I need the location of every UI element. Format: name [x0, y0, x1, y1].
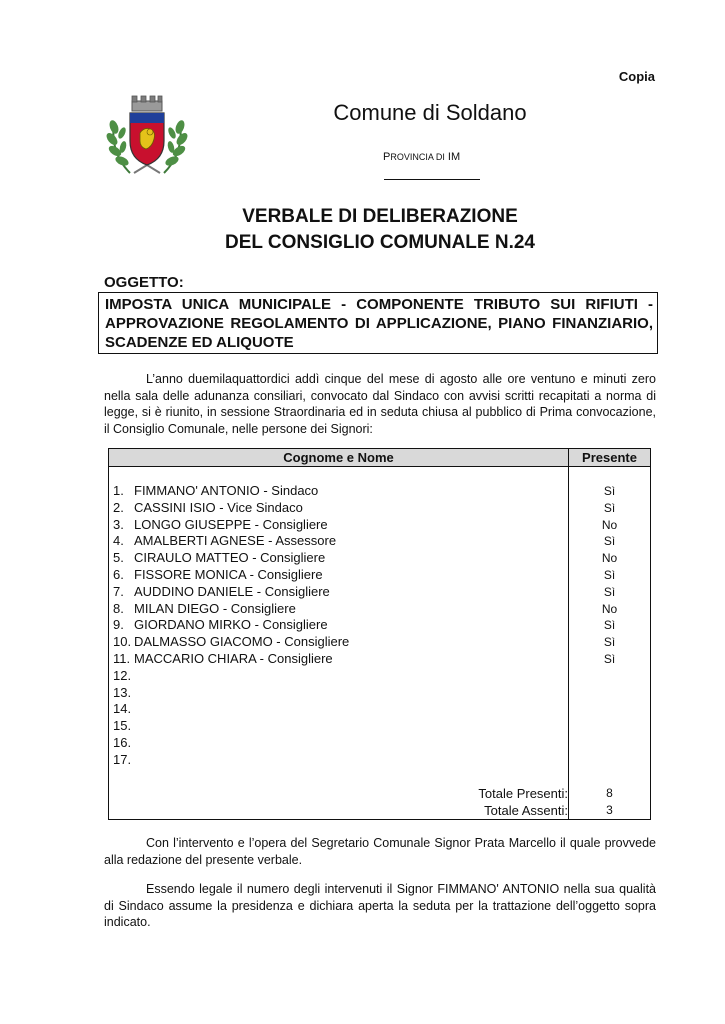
column-header-name: Cognome e Nome — [109, 449, 568, 466]
row-number: 3. — [113, 516, 124, 532]
table-row — [113, 567, 563, 584]
document-title-line1: VERBALE DI DELIBERAZIONE — [242, 206, 518, 227]
row-number: 17. — [113, 751, 132, 767]
table-row — [113, 483, 563, 500]
presence-value — [569, 752, 650, 769]
presence-value: No — [601, 551, 618, 566]
subject-label: OGGETTO: — [104, 274, 184, 291]
total-absent-value: 3 — [606, 803, 613, 817]
subject-box: IMPOSTA UNICA MUNICIPALE - COMPONENTE TRIBUTO SUI RIFIUTI - APPROVAZIONE REGOLAMENTO DI APPLICAZIONE, PIANO FINANZIARIO, SCADENZE ED ALIQUOTE — [98, 292, 658, 354]
table-row — [113, 617, 563, 634]
province-underline — [384, 179, 480, 180]
presence-value — [569, 735, 650, 752]
member-name: CASSINI ISIO - Vice Sindaco — [134, 499, 303, 515]
table-row — [113, 533, 563, 550]
attendance-names — [113, 483, 563, 769]
presence-value: No — [601, 601, 618, 616]
presence-value: Sì — [603, 500, 616, 515]
document-title — [100, 204, 660, 256]
table-row — [113, 601, 563, 618]
member-name: LONGO GIUSEPPE - Consigliere — [134, 516, 328, 532]
presence-value: Sì — [603, 618, 616, 633]
table-row — [113, 584, 563, 601]
table-row — [113, 685, 563, 702]
province-prefix: P — [383, 151, 391, 163]
table-row — [113, 634, 563, 651]
row-number: 4. — [113, 533, 124, 549]
row-number: 11. — [113, 650, 131, 666]
row-number: 5. — [113, 550, 124, 566]
closing-paragraph: Essendo legale il numero degli intervenuti il Signor FIMMANO' ANTONIO nella sua qualità di Sindaco assume la presidenza e dichiara aperta la seduta per la trattazione dell’oggetto sopra indicato. — [104, 882, 656, 929]
row-number: 7. — [113, 583, 124, 599]
header-divider — [108, 466, 651, 467]
column-header-present: Presente — [569, 449, 650, 466]
member-name: CIRAULO MATTEO - Consigliere — [134, 550, 326, 566]
table-row — [113, 735, 563, 752]
copy-label: Copia — [618, 69, 655, 84]
municipality-name: Comune di Soldano — [333, 100, 527, 125]
row-number: 6. — [113, 566, 124, 582]
member-name: FIMMANO' ANTONIO - Sindaco — [134, 483, 319, 498]
intro-paragraph: L’anno duemilaquattordici addì cinque del mese di agosto alle ore ventuno e minuti zero nella sala delle adunanza consiliari, convocato dal Sindaco con avvisi scritti recapitati a norma di legge, si è riunito, in sessione Straordinaria ed in seduta chiusa al pubblico di Prima convocazione, il Consiglio Comunale, nelle persone dei Signori: — [104, 372, 656, 436]
table-row — [113, 517, 563, 534]
province-line — [383, 151, 460, 163]
presence-value — [569, 701, 650, 718]
table-row — [113, 651, 563, 668]
presence-value: No — [601, 517, 618, 532]
row-number: 14. — [113, 701, 132, 717]
presence-value: Sì — [603, 635, 616, 650]
row-number: 12. — [113, 667, 132, 683]
attendance-presence — [569, 483, 650, 769]
member-name: MILAN DIEGO - Consigliere — [134, 600, 296, 616]
row-number: 1. — [113, 483, 124, 498]
total-present-label: Totale Presenti: — [478, 786, 568, 801]
presence-value: Sì — [603, 584, 616, 599]
presence-value: Sì — [603, 567, 616, 582]
table-row — [113, 550, 563, 567]
table-row — [113, 752, 563, 769]
total-absent-label: Totale Assenti: — [484, 803, 568, 818]
member-name: MACCARIO CHIARA - Consigliere — [134, 650, 333, 666]
member-name: FISSORE MONICA - Consigliere — [134, 566, 323, 582]
table-row — [113, 701, 563, 718]
secretary-paragraph: Con l’intervento e l’opera del Segretario Comunale Signor Prata Marcello il quale provvede alla redazione del presente verbale. — [104, 836, 656, 867]
member-name: DALMASSO GIACOMO - Consigliere — [134, 634, 350, 650]
presence-value — [569, 668, 650, 685]
presence-value: Sì — [603, 651, 616, 666]
municipal-crest-icon — [100, 93, 194, 181]
row-number: 13. — [113, 684, 132, 700]
document-title-line2: DEL CONSIGLIO COMUNALE N.24 — [224, 232, 535, 253]
province-word: ROVINCIA DI — [390, 152, 445, 162]
row-number: 16. — [113, 734, 132, 750]
member-name: AUDDINO DANIELE - Consigliere — [134, 583, 330, 599]
row-number: 10. — [113, 634, 132, 650]
table-row — [113, 500, 563, 517]
row-number: 15. — [113, 718, 132, 734]
table-row — [113, 718, 563, 735]
province-code: IM — [447, 151, 461, 163]
member-name: AMALBERTI AGNESE - Assessore — [134, 533, 337, 549]
table-row — [113, 668, 563, 685]
member-name: GIORDANO MIRKO - Consigliere — [134, 617, 328, 633]
row-number: 9. — [113, 617, 124, 633]
presence-value — [569, 718, 650, 735]
presence-value: Sì — [603, 484, 616, 498]
presence-value: Sì — [603, 534, 616, 549]
row-number: 8. — [113, 600, 124, 616]
presence-value — [569, 685, 650, 702]
row-number: 2. — [113, 499, 124, 515]
total-present-value: 8 — [606, 786, 613, 800]
